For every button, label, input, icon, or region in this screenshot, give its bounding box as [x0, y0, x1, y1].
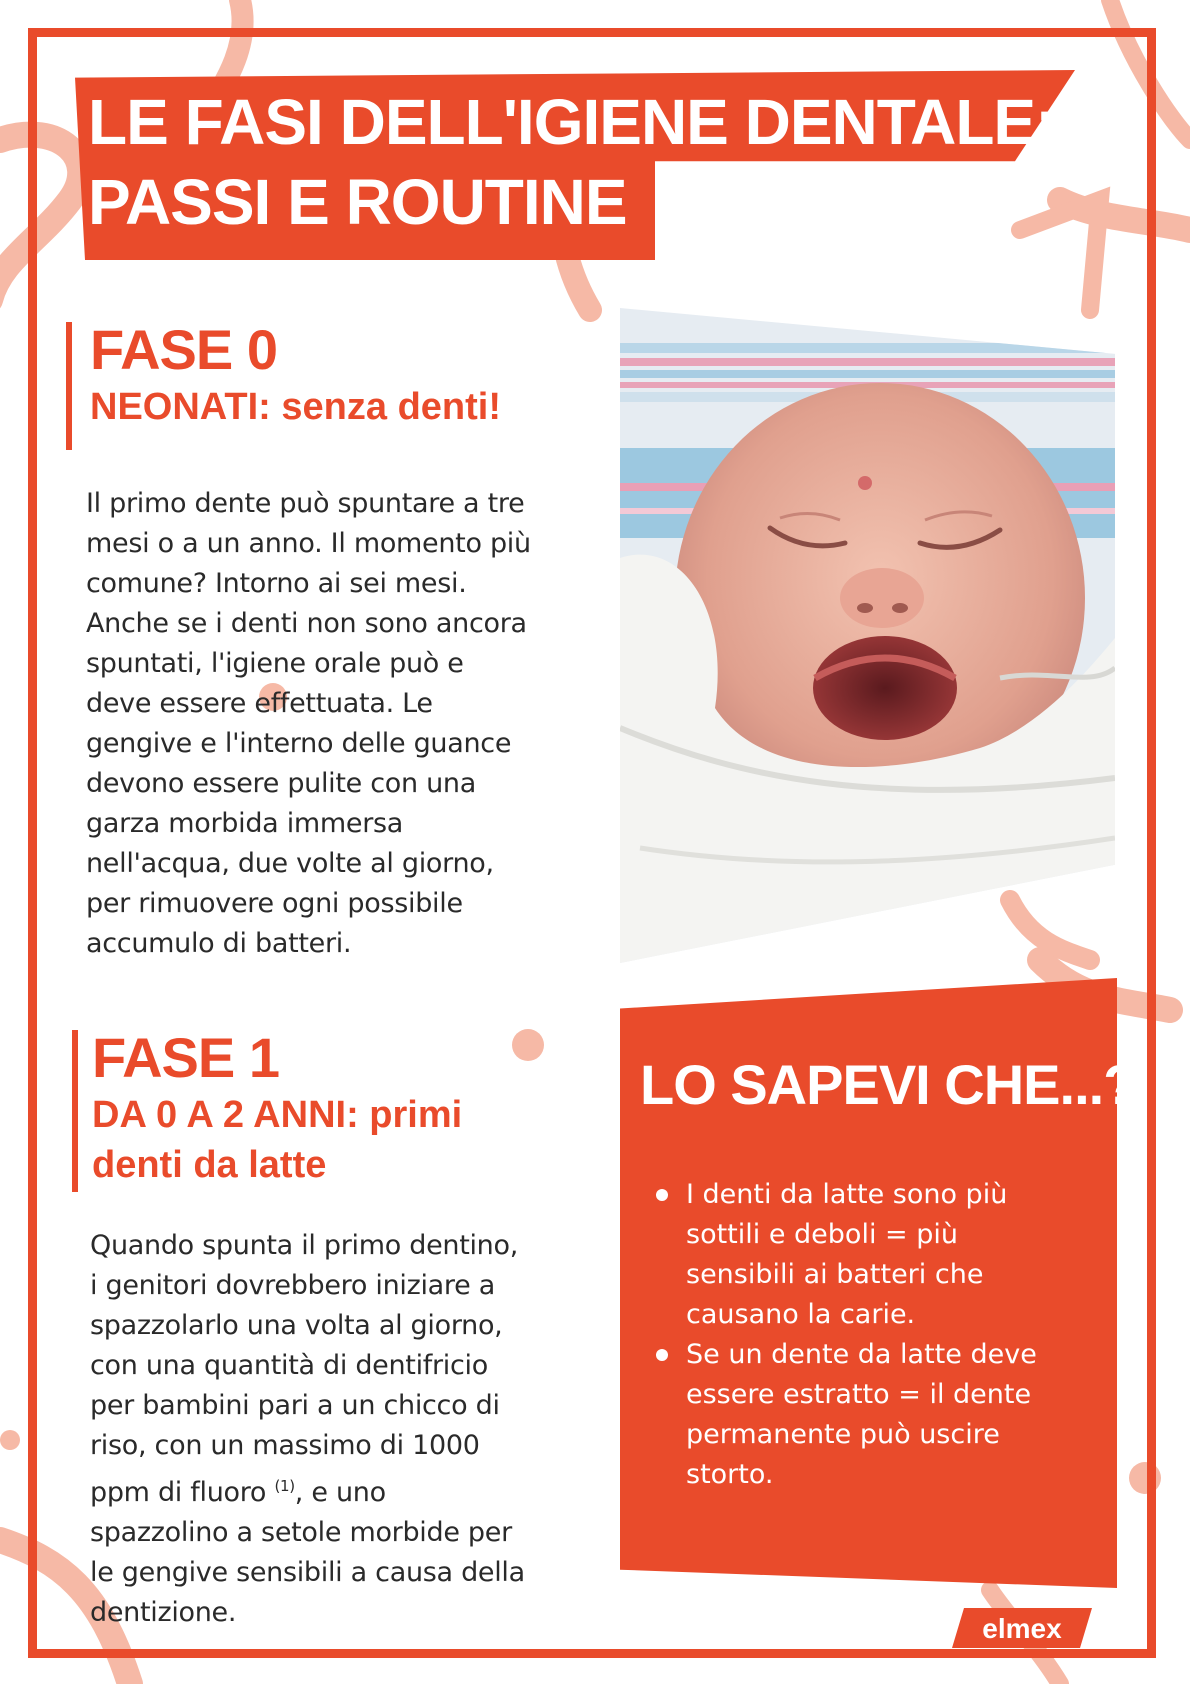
info-list-item: I denti da latte sono più sottili e deboli = più sensibili ai batteri che causano la carie. — [652, 1175, 1092, 1335]
phase0-line: comune? Intorno ai sei mesi. — [86, 568, 467, 599]
phase0-line: nell'acqua, due volte al giorno, — [86, 848, 494, 879]
phase1-line: dentizione. — [90, 1597, 237, 1628]
phase1-line: spazzolino a setole morbide per — [90, 1517, 512, 1548]
phase0-line: Anche se i denti non sono ancora — [86, 608, 527, 639]
fluoro-text-end: , e uno — [294, 1477, 386, 1508]
phase0-number: FASE 0 — [90, 318, 277, 381]
phase0-body — [86, 484, 606, 964]
fluoro-text: ppm di fluoro — [90, 1477, 275, 1508]
phase1-subtitle-line-1: DA 0 A 2 ANNI: primi — [92, 1094, 463, 1136]
phase1-line: per bambini pari a un chicco di — [90, 1390, 500, 1421]
phase1-line: con una quantità di dentifricio — [90, 1350, 488, 1381]
phase0-subtitle: NEONATI: senza denti! — [90, 386, 501, 428]
phase1-number: FASE 1 — [92, 1026, 279, 1089]
phase0-line: mesi o a un anno. Il momento più — [86, 528, 531, 559]
info-list — [652, 1175, 1092, 1495]
info-box-title: LO SAPEVI CHE...? — [640, 1053, 1137, 1116]
newborn-illustration — [620, 308, 1115, 963]
title-line-2: PASSI E ROUTINE — [88, 166, 627, 238]
phase1-subtitle-line-2: denti da latte — [92, 1144, 327, 1186]
phase1-body — [90, 1226, 610, 1633]
phase1-accent-bar — [72, 1030, 78, 1192]
title-line-1: LE FASI DELL'IGIENE DENTALE: — [88, 86, 1056, 158]
phase0-line: garza morbida immersa — [86, 808, 404, 839]
phase0-heading — [90, 318, 501, 432]
phase1-heading — [92, 1026, 462, 1190]
phase1-line: i genitori dovrebbero iniziare a — [90, 1270, 495, 1301]
elmex-logo — [952, 1606, 1092, 1650]
phase1-line: Quando spunta il primo dentino, — [90, 1230, 519, 1261]
phase0-line: Il primo dente può spuntare a tre — [86, 488, 525, 519]
phase0-line: gengive e l'interno delle guance — [86, 728, 512, 759]
phase1-line: riso, con un massimo di 1000 — [90, 1430, 480, 1461]
phase0-line: spuntati, l'igiene orale può e — [86, 648, 464, 679]
footnote-ref: (1) — [274, 1477, 295, 1495]
page-title — [88, 82, 1055, 242]
phase0-line: deve essere effettuata. Le — [86, 688, 433, 719]
phase0-line: accumulo di batteri. — [86, 928, 352, 959]
yawning-newborn-photo — [620, 308, 1115, 963]
phase1-line: spazzolarlo una volta al giorno, — [90, 1310, 503, 1341]
phase1-line: le gengive sensibili a causa della — [90, 1557, 525, 1588]
logo-text: elmex — [982, 1613, 1062, 1644]
phase0-accent-bar — [66, 322, 72, 450]
phase0-line: per rimuovere ogni possibile — [86, 888, 463, 919]
info-list-item: Se un dente da latte deve essere estratto = il dente permanente può uscire storto. — [652, 1335, 1092, 1495]
phase1-line-fluoro — [90, 1477, 386, 1508]
phase0-line: devono essere pulite con una — [86, 768, 476, 799]
